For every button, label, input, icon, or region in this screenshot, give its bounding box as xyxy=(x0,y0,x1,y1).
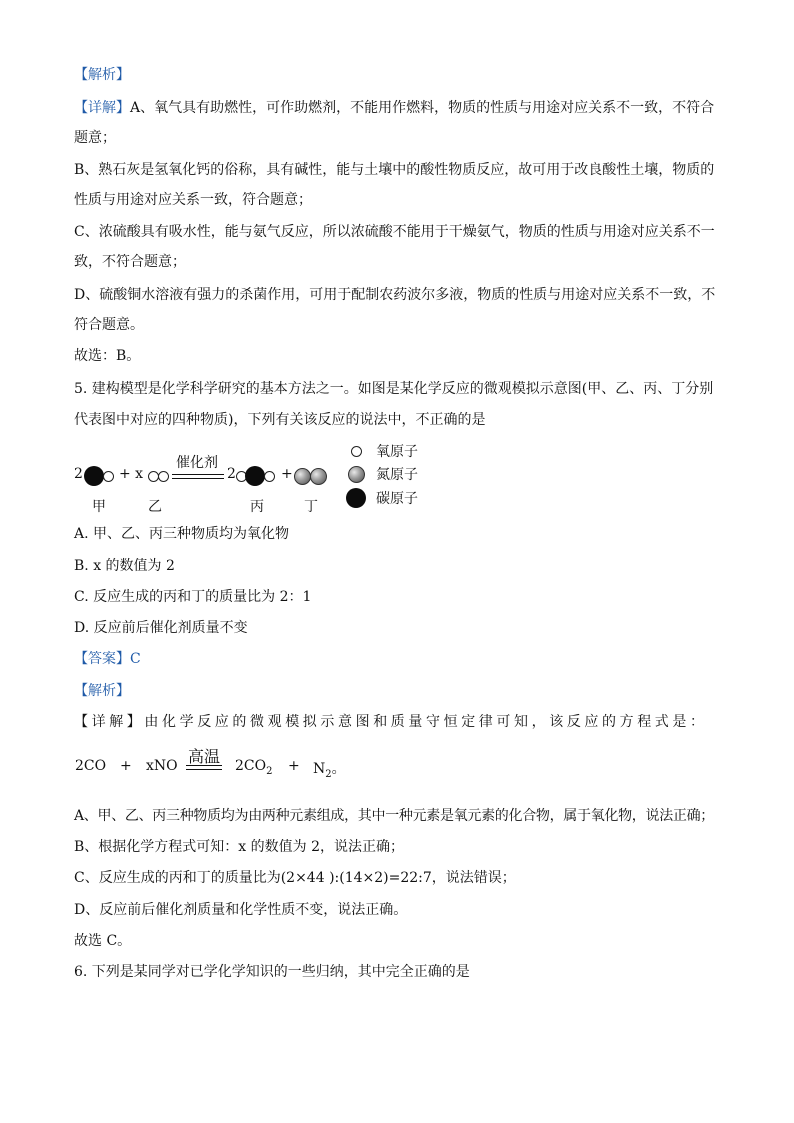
q6-stem: 6. 下列是某同学对已学化学知识的一些归纳，其中完全正确的是 xyxy=(74,964,470,980)
expl-d: D、反应前后催化剂质量和化学性质不变，说法正确。 xyxy=(74,902,408,918)
detail-line-a xyxy=(74,98,714,118)
q5-choice: 故选 C。 xyxy=(74,933,132,949)
legend-oxygen xyxy=(346,440,418,462)
coef-bing: 2 xyxy=(227,466,236,482)
q5-analysis-tag: 【解析】 xyxy=(74,683,130,699)
expl-b: B、根据化学方程式可知：x 的数值为 2，说法正确； xyxy=(74,839,404,855)
answer-tag: 【答案】C xyxy=(74,651,141,667)
eq-line-top xyxy=(186,765,222,766)
expl-c: C、反应生成的丙和丁的质量比为(2×44 ):(14×2)=22:7，说法错误； xyxy=(74,870,516,886)
legend-nitrogen-label: 氮原子 xyxy=(376,467,418,483)
coef-jia: 2 xyxy=(74,466,83,482)
oxygen-atom-icon xyxy=(148,471,159,482)
detail-line-a2: 题意； xyxy=(74,130,116,146)
label-bing: 丙 xyxy=(250,499,264,515)
eq-plus1: + xyxy=(120,758,132,774)
carbon-atom-icon xyxy=(346,488,366,508)
legend-carbon xyxy=(346,487,418,509)
option-b: B. x 的数值为 2 xyxy=(74,558,175,574)
legend-carbon-label: 碳原子 xyxy=(376,491,418,507)
eq-line-bottom xyxy=(186,769,222,770)
q5-stem-line2: 代表图中对应的四种物质)，下列有关该反应的说法中，不正确的是 xyxy=(74,412,486,428)
eq-condition: 高温 xyxy=(188,747,221,766)
detail-line-c2: 致，不符合题意； xyxy=(74,254,186,270)
detail-text: A、氧气具有助燃性，可作助燃剂，不能用作燃料，物质的性质与用途对应关系不一致，不符合 xyxy=(130,100,715,116)
carbon-atom-icon xyxy=(84,466,104,486)
eq-right2: $N_2$。 xyxy=(313,761,346,780)
detail-line-d2: 符合题意。 xyxy=(74,317,144,333)
option-d: D. 反应前后催化剂质量不变 xyxy=(74,620,248,636)
nitrogen-atom-icon xyxy=(294,468,311,485)
detail-line-d: D、硫酸铜水溶液有强力的杀菌作用，可用于配制农药波尔多液，物质的性质与用途对应关系不一致，不 xyxy=(74,287,716,303)
legend-nitrogen xyxy=(346,463,418,485)
oxygen-atom-icon xyxy=(103,471,114,482)
oxygen-atom-icon xyxy=(158,471,169,482)
detail-line-b2: 性质与用途对应关系一致，符合题意； xyxy=(74,192,312,208)
legend-oxygen-label: 氧原子 xyxy=(376,444,418,460)
detail-tag: 【详解】 xyxy=(74,100,130,116)
detail-line-b: B、熟石灰是氢氧化钙的俗称，具有碱性，能与土壤中的酸性物质反应，故可用于改良酸性土壤，物质的 xyxy=(74,162,715,178)
nitrogen-atom-icon xyxy=(310,468,327,485)
oxygen-atom-icon xyxy=(264,471,275,482)
q5-stem-line1: 5. 建构模型是化学科学研究的基本方法之一。如图是某化学反应的微观模拟示意图(甲、乙、丙、丁分别 xyxy=(74,381,714,397)
eq-left2: xNO xyxy=(146,758,178,774)
prev-choice: 故选：B。 xyxy=(74,348,141,364)
analysis-tag: 【解析】 xyxy=(74,67,130,83)
oxygen-atom-icon xyxy=(351,446,362,457)
detail-line-c: C、浓硫酸具有吸水性，能与氨气反应，所以浓硫酸不能用于干燥氨气，物质的性质与用途对应关系不一 xyxy=(74,224,715,240)
label-ding: 丁 xyxy=(304,499,318,515)
plus-x: + x xyxy=(119,466,144,482)
catalyst-label: 催化剂 xyxy=(176,455,218,471)
oxygen-atom-icon xyxy=(236,471,247,482)
equals-line-bottom xyxy=(172,478,224,479)
q5-detail: 【详解】由化学反应的微观模拟示意图和质量守恒定律可知，该反应的方程式是： xyxy=(74,714,708,730)
eq-right1: $2CO_2$ xyxy=(235,758,273,777)
option-a: A. 甲、乙、丙三种物质均为氧化物 xyxy=(74,526,290,542)
equals-line-top xyxy=(172,474,224,475)
expl-a: A、甲、乙、丙三种物质均为由两种元素组成，其中一种元素是氧元素的化合物，属于氧化物，说法正确； xyxy=(74,808,715,824)
nitrogen-atom-icon xyxy=(348,466,365,483)
label-jia: 甲 xyxy=(92,499,106,515)
carbon-atom-icon xyxy=(245,466,265,486)
eq-left1: 2CO xyxy=(75,758,107,774)
option-c: C. 反应生成的丙和丁的质量比为 2：1 xyxy=(74,589,312,605)
label-yi: 乙 xyxy=(148,499,162,515)
plus-sign: + xyxy=(281,466,293,482)
eq-plus2: + xyxy=(288,758,300,774)
